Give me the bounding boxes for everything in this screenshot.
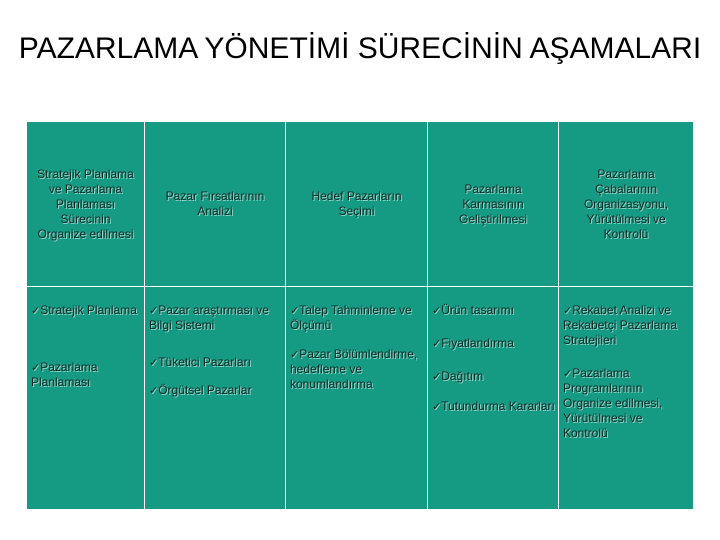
list-item: ✓Ürün tasarımı [432,303,514,317]
checkmark-icon: ✓ [149,304,159,317]
checkmark-icon: ✓ [432,337,442,350]
column-body-pazar-firsatlari [145,287,286,509]
column-body-stratejik-planlama [27,287,145,509]
list-item: ✓Örgütsel Pazarlar [149,383,252,397]
checkmark-icon: ✓ [149,384,159,397]
column-body-pazarlama-karmasi [428,287,559,509]
checkmark-icon: ✓ [290,304,300,317]
list-item: ✓Fiyatlandırma [432,336,514,350]
checkmark-icon: ✓ [290,348,300,361]
stages-table [27,122,693,509]
column-body-pazarlama-cabalari [559,287,693,509]
checkmark-icon: ✓ [149,356,159,369]
list-item: ✓Pazar Bölümlendirme, hedefleme ve konumlandırma [290,347,418,391]
checkmark-icon: ✓ [432,304,442,317]
column-body-hedef-pazarlar [286,287,428,509]
list-item: ✓Tüketici Pazarları [149,355,251,369]
checkmark-icon: ✓ [432,370,442,383]
list-item: ✓Pazarlama Programlarının Organize edilmesi, Yürütülmesi ve Kontrolü [563,366,663,440]
list-item: ✓Rekabet Analizi ve Rekabetçi Pazarlama Stratejileri [563,303,678,347]
list-item: ✓Talep Tahminleme ve Ölçümü [290,303,412,332]
checkmark-icon: ✓ [563,304,573,317]
column-header-pazar-firsatlari: Pazar Fırsatlarının Analizi [145,122,286,287]
checkmark-icon: ✓ [31,361,41,374]
list-item: ✓Tutundurma Kararları [432,399,555,413]
list-item: ✓Pazarlama Planlaması [31,360,98,389]
column-header-hedef-pazarlar: Hedef Pazarların Seçimi [286,122,428,287]
column-header-pazarlama-cabalari: Pazarlama Çabalarının Organizasyonu, Yürütülmesi ve Kontrolü [559,122,693,287]
column-header-pazarlama-karmasi: Pazarlama Karmasının Geliştirilmesi [428,122,559,287]
checkmark-icon: ✓ [31,304,41,317]
checkmark-icon: ✓ [563,367,573,380]
column-header-stratejik-planlama: Stratejik Planlama ve Pazarlama Planlaması Sürecinin Organize edilmesi [27,122,145,287]
page-title: PAZARLAMA YÖNETİMİ SÜRECİNİN AŞAMALARI [18,32,702,65]
checkmark-icon: ✓ [432,400,442,413]
list-item: ✓Stratejik Planlama [31,303,137,317]
list-item: ✓Dağıtım [432,369,484,383]
list-item: ✓Pazar araştırması ve Bilgi Sistemi [149,303,269,332]
